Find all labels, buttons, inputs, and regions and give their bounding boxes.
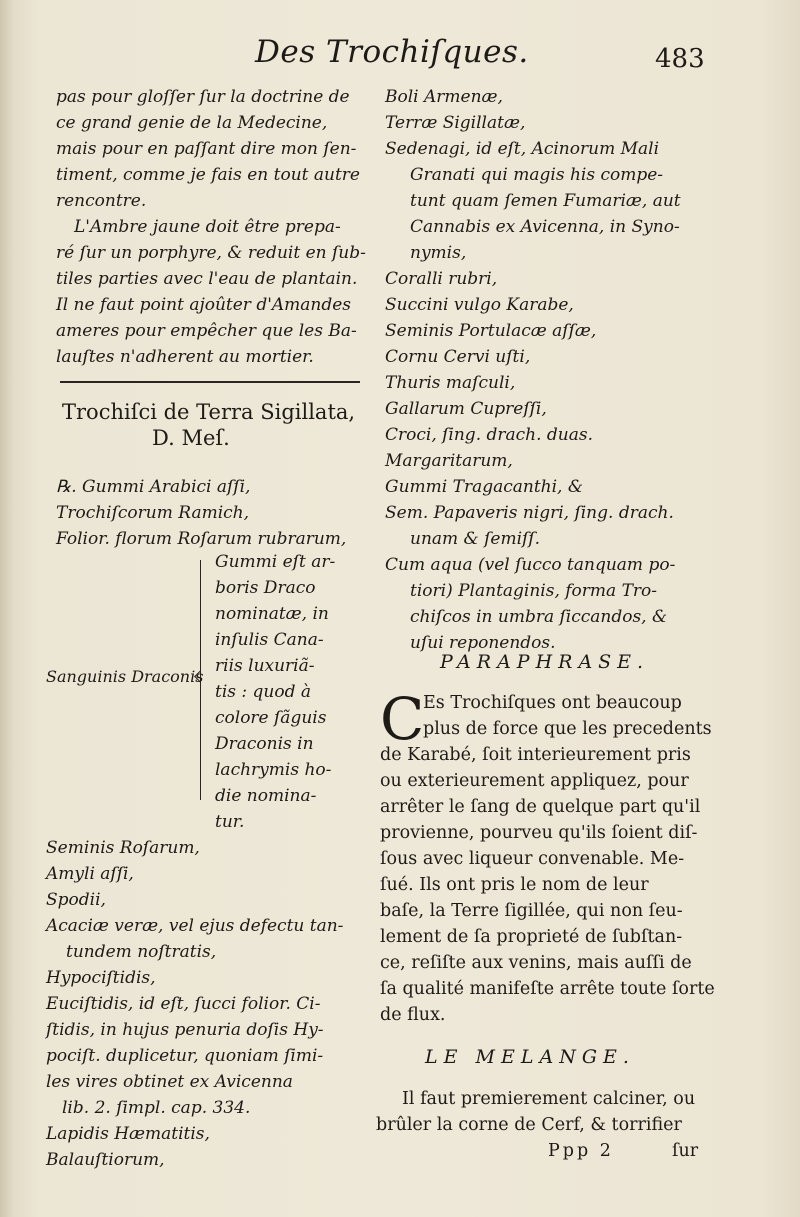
text-line: ce grand genie de la Medecine,	[56, 113, 328, 133]
ingredient-line: tunt quam ſemen Fumariæ, aut	[410, 191, 681, 211]
ingredient-line: Lapidis Hæmatitis,	[46, 1124, 210, 1144]
recipe-author: D. Meſ.	[152, 426, 230, 450]
ingredient-line: ſtidis, in hujus penuria doſis Hy-	[46, 1020, 324, 1040]
text-line: ſa qualité manifeſte arrête toute ſorte	[380, 979, 715, 999]
ingredient-line: Sedenagi, id eſt, Acinorum Mali	[385, 139, 660, 159]
text-line: Il ne faut point ajoûter d'Amandes	[56, 295, 352, 315]
ingredient-line: Coralli rubri,	[385, 269, 498, 289]
paraphrase-heading: PARAPHRASE.	[440, 651, 650, 673]
ingredient-line: Sem. Papaveris nigri, ſing. drach.	[385, 503, 674, 523]
text-line: provienne, pourveu qu'ils ſoient diſ-	[380, 823, 698, 843]
text-line: ſué. Ils ont pris le nom de leur	[380, 875, 649, 895]
ingredient-line: Boli Armenæ,	[385, 87, 503, 107]
ingredient-line: Granati qui magis his compe-	[410, 165, 664, 185]
note-line: boris Draco	[215, 578, 316, 598]
note-line: Gummi eſt ar-	[215, 552, 336, 572]
ingredient-line: Spodii,	[46, 890, 106, 910]
text-line: ſous avec liqueur convenable. Me-	[380, 849, 685, 869]
ingredient-line: Acaciæ veræ, vel ejus defectu tan-	[46, 916, 344, 936]
ingredient-line: Gallarum Cupreſſi,	[385, 399, 547, 419]
note-line: inſulis Cana-	[215, 630, 324, 650]
ingredient-line: Gummi Tragacanthi, &	[385, 477, 583, 497]
ingredient-line: Croci, ſing. drach. duas.	[385, 425, 594, 445]
text-line: arrêter le ſang de quelque part qu'il	[380, 797, 701, 817]
ingredient-line: tundem noſtratis,	[66, 942, 217, 962]
note-line: nominatæ, in	[215, 604, 329, 624]
recipe-title: Trochiſci de Terra Sigillata,	[62, 400, 356, 424]
note-line: tis : quod à	[215, 682, 312, 702]
text-line: L'Ambre jaune doit être prepa-	[74, 217, 341, 237]
ingredient-line: Cornu Cervi uſti,	[385, 347, 531, 367]
ingredient-line: Hypociſtidis,	[46, 968, 156, 988]
running-title: Des Trochiſques.	[255, 34, 529, 70]
ingredient-line: lib. 2. ſimpl. cap. 334.	[62, 1098, 251, 1118]
ingredient-line: Amyli aſſi,	[46, 864, 134, 884]
ingredient-line: Balauſtiorum,	[46, 1150, 165, 1170]
text-line: rencontre.	[56, 191, 147, 211]
melange-heading: LE MELANGE.	[425, 1046, 635, 1068]
ingredient-line: tiori) Plantaginis, forma Tro-	[410, 581, 658, 601]
text-line: Il faut premierement calciner, ou	[402, 1089, 696, 1109]
ingredient-line: pociſt. duplicetur, quoniam ſimi-	[46, 1046, 324, 1066]
ingredient-line: Seminis Roſarum,	[46, 838, 200, 858]
ingredient-line: Cannabis ex Avicenna, in Syno-	[410, 217, 680, 237]
ingredient-line: Cum aqua (vel ſucco tanquam po-	[385, 555, 676, 575]
ingredient-line: uſui reponendos.	[410, 633, 556, 653]
note-line: die nomina-	[215, 786, 317, 806]
ingredient-line: les vires obtinet ex Avicenna	[46, 1072, 293, 1092]
ingredient-line: Trochiſcorum Ramich,	[56, 503, 250, 523]
catchword: ſur	[672, 1141, 699, 1161]
drop-cap: C	[380, 685, 425, 753]
note-line: colore ſãguis	[215, 708, 327, 728]
text-line: lauſtes n'adherent au mortier.	[56, 347, 314, 367]
text-line: Es Trochiſques ont beaucoup	[423, 693, 682, 713]
text-line: plus de force que les precedents	[423, 719, 712, 739]
text-line: baſe, la Terre ſigillée, qui non ſeu-	[380, 901, 683, 921]
ingredient-line: nymis,	[410, 243, 467, 263]
note-line: lachrymis ho-	[215, 760, 332, 780]
signature-mark: Ppp 2	[548, 1141, 614, 1161]
ingredient-line: Seminis Portulacæ aſſæ,	[385, 321, 597, 341]
ingredient-line: Folior. florum Roſarum rubrarum,	[56, 529, 347, 549]
ingredient-line: Thuris maſculi,	[385, 373, 516, 393]
note-line: Draconis in	[215, 734, 314, 754]
text-line: timent, comme je fais en tout autre	[56, 165, 360, 185]
note-line: tur.	[215, 812, 245, 832]
text-line: brûler la corne de Cerf, & torrifier	[376, 1115, 682, 1135]
text-line: pas pour gloſſer ſur la doctrine de	[56, 87, 350, 107]
ingredient-line: unam & ſemiſſ.	[410, 529, 540, 549]
text-line: de Karabé, ſoit interieurement pris	[380, 745, 691, 765]
text-line: tiles parties avec l'eau de plantain.	[56, 269, 358, 289]
note-line: riis luxuriã-	[215, 656, 315, 676]
text-line: ce, reſiſte aux venins, mais auſſi de	[380, 953, 692, 973]
text-line: de flux.	[380, 1005, 446, 1025]
text-line: ameres pour empêcher que les Ba-	[56, 321, 357, 341]
text-line: ou exterieurement appliquez, pour	[380, 771, 689, 791]
brace-label: Sanguinis Draconis	[46, 667, 204, 686]
page-header	[0, 30, 800, 80]
ingredient-line: Succini vulgo Karabe,	[385, 295, 574, 315]
ingredient-line: Terræ Sigillatæ,	[385, 113, 526, 133]
text-line: lement de ſa proprieté de ſubſtan-	[380, 927, 683, 947]
ingredient-line: Margaritarum,	[385, 451, 513, 471]
ingredient-line: chiſcos in umbra ſiccandos, &	[410, 607, 668, 627]
text-line: mais pour en paſſant dire mon ſen-	[56, 139, 357, 159]
section-divider	[60, 381, 360, 383]
page-number: 483	[655, 44, 705, 74]
text-line: ré ſur un porphyre, & reduit en ſub-	[56, 243, 366, 263]
ingredient-line: ℞. Gummi Arabici aſſi,	[56, 477, 251, 497]
ingredient-line: Euciſtidis, id eſt, ſucci folior. Ci-	[46, 994, 321, 1014]
